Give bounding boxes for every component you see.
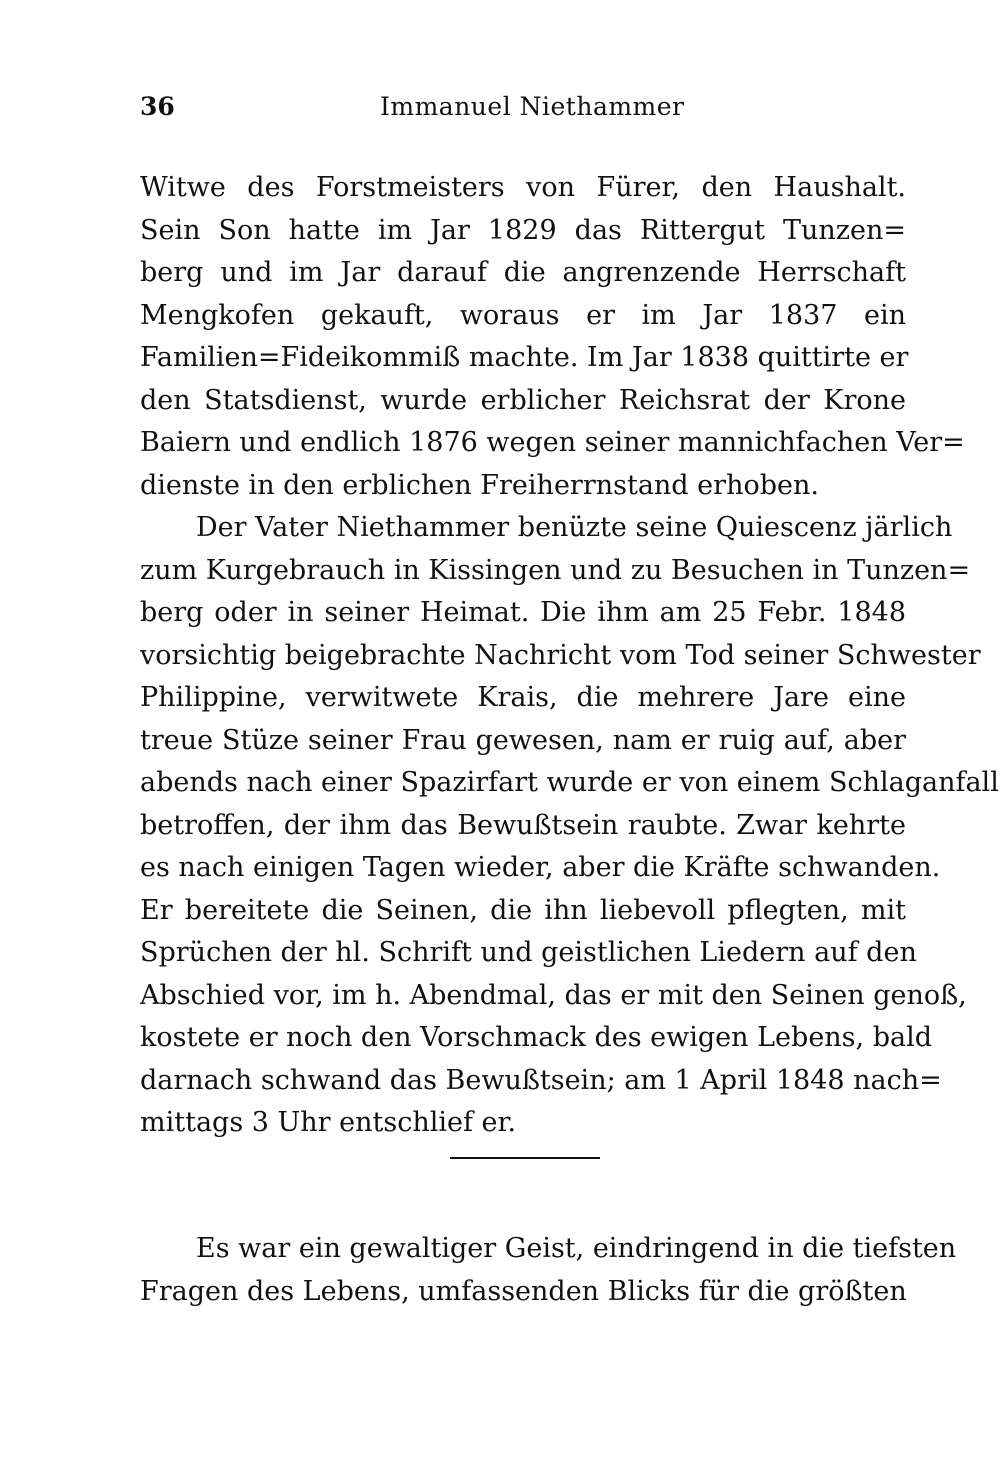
text-line: Mengkofen gekauft, woraus er im Jar 1837 ein bbox=[140, 299, 906, 331]
paragraph-2 bbox=[140, 507, 999, 1145]
page-number: 36 bbox=[140, 92, 175, 121]
text-line: abends nach einer Spazirfart wurde er von einem Schlaganfall bbox=[140, 767, 999, 798]
paragraph-1 bbox=[140, 167, 965, 507]
text-line: darnach schwand das Bewußtsein; am 1 April 1848 nach= bbox=[140, 1064, 942, 1096]
paragraph-3 bbox=[140, 1228, 957, 1313]
text-line: betroffen, der ihm das Bewußtsein raubte. Zwar kehrte bbox=[140, 809, 906, 841]
text-line: berg oder in seiner Heimat. Die ihm am 25 Febr. 1848 bbox=[140, 597, 906, 628]
text-line: mittags 3 Uhr entschlief er. bbox=[140, 1107, 517, 1138]
text-line: kostete er noch den Vorschmack des ewigen Lebens, bald bbox=[140, 1022, 933, 1053]
text-line: es nach einigen Tagen wieder, aber die Kräfte schwanden. bbox=[140, 852, 941, 883]
text-line: Witwe des Forstmeisters von Fürer, den Haushalt. bbox=[140, 172, 906, 203]
running-head: Immanuel Niethammer bbox=[380, 92, 685, 121]
text-line: vorsichtig beigebrachte Nachricht vom Tod seiner Schwester bbox=[140, 639, 981, 671]
text-line: zum Kurgebrauch in Kissingen und zu Besuchen in Tunzen= bbox=[140, 554, 971, 586]
next-section-text bbox=[140, 1228, 957, 1313]
text-line: Sein Son hatte im Jar 1829 das Rittergut Tunzen= bbox=[140, 214, 906, 246]
text-line: Philippine, verwitwete Krais, die mehrere Jare eine bbox=[140, 682, 906, 713]
text-line: Der Vater Niethammer benüzte seine Quiescenz järlich bbox=[196, 512, 953, 543]
text-line: Sprüchen der hl. Schrift und geistlichen Liedern auf den bbox=[140, 937, 917, 968]
text-line: Fragen des Lebens, umfassenden Blicks für die größten bbox=[140, 1275, 907, 1307]
text-line: Er bereitete die Seinen, die ihn liebevoll pflegten, mit bbox=[140, 894, 906, 926]
text-line: den Statsdienst, wurde erblicher Reichsrat der Krone bbox=[140, 384, 906, 416]
body-text bbox=[140, 167, 999, 1145]
text-line: dienste in den erblichen Freiherrnstand erhoben. bbox=[140, 469, 819, 501]
text-line: Baiern und endlich 1876 wegen seiner mannichfachen Ver= bbox=[140, 427, 965, 458]
page-header bbox=[140, 92, 900, 132]
text-line: Abschied vor, im h. Abendmal, das er mit den Seinen genoß, bbox=[140, 979, 967, 1011]
text-line: Familien=Fideikommiß machte. Im Jar 1838 quittirte er bbox=[140, 342, 909, 373]
text-line: treue Stüze seiner Frau gewesen, nam er ruig auf, aber bbox=[140, 724, 906, 756]
section-divider bbox=[450, 1157, 600, 1159]
text-line: berg und im Jar darauf die angrenzende Herrschaft bbox=[140, 257, 906, 288]
text-line: Es war ein gewaltiger Geist, eindringend in die tiefsten bbox=[196, 1233, 957, 1264]
